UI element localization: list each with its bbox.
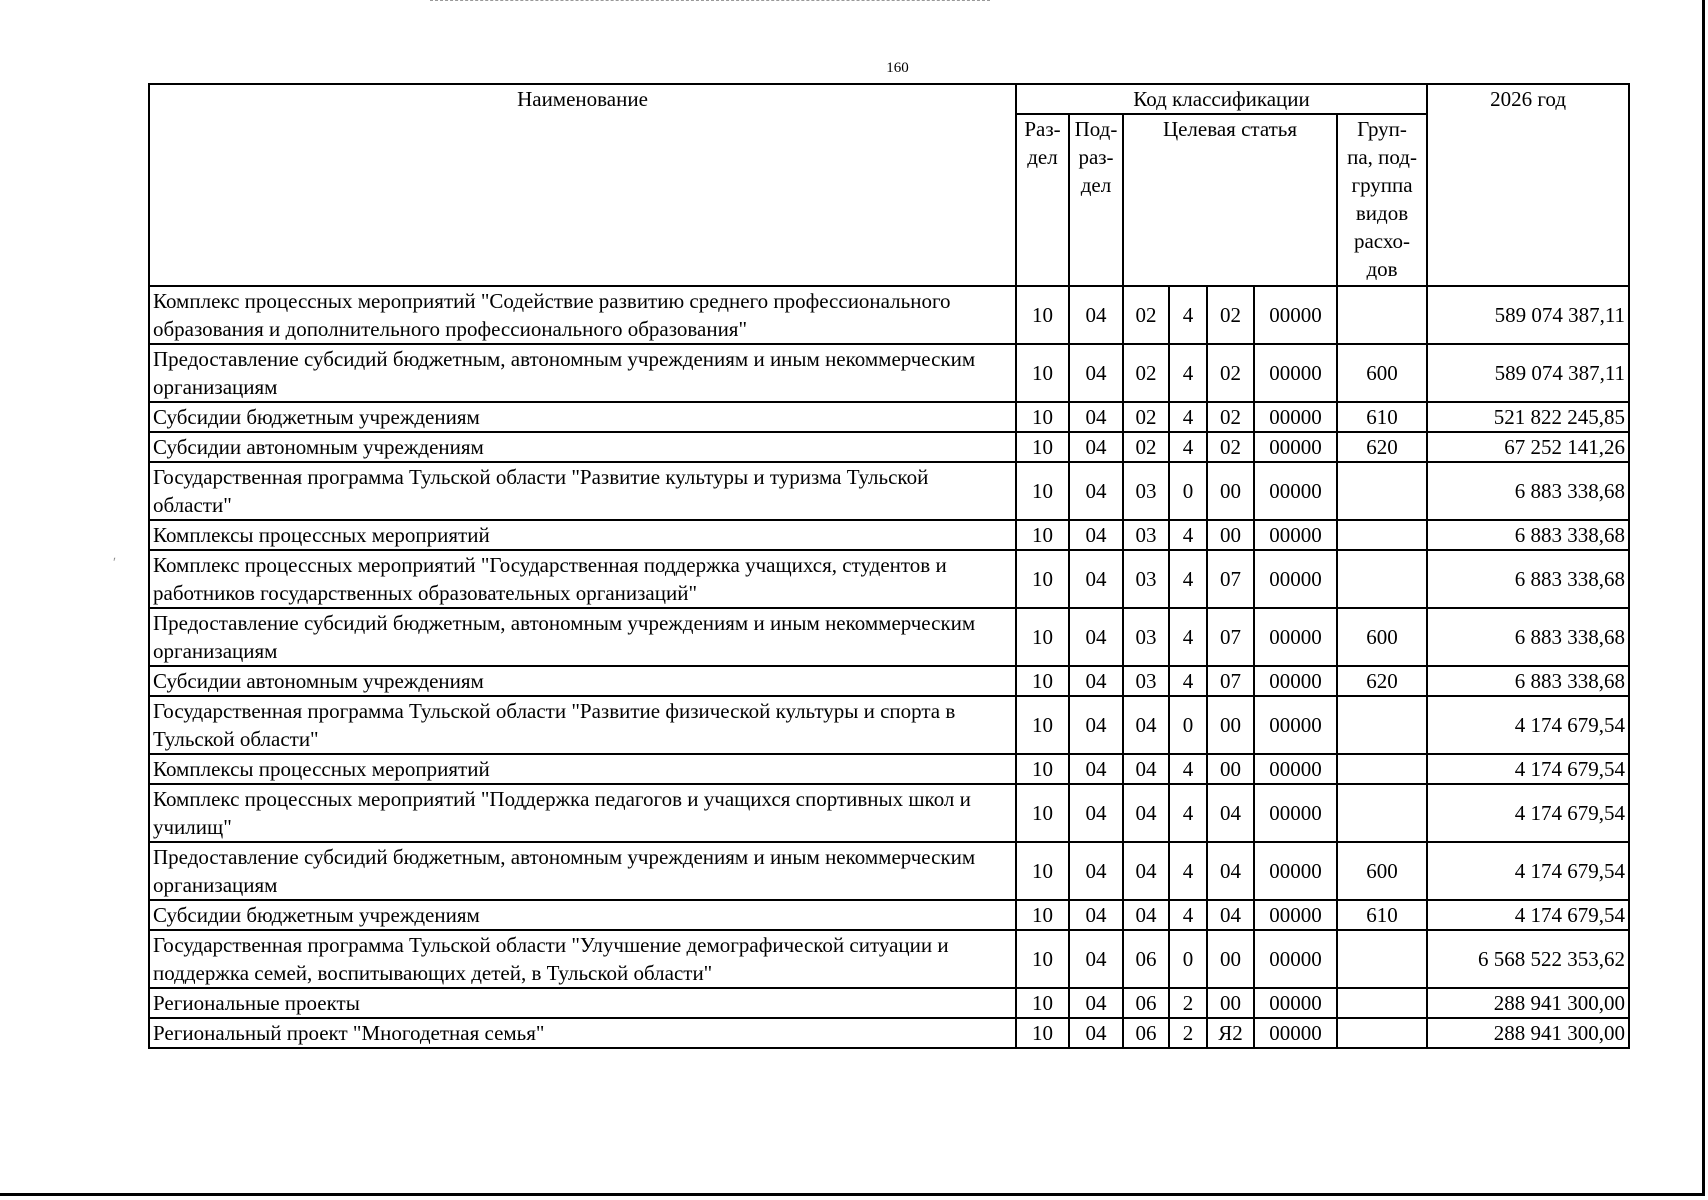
row-target-sub: 00	[1207, 462, 1254, 520]
row-target-direction: 00000	[1254, 988, 1337, 1018]
row-target-direction: 00000	[1254, 344, 1337, 402]
row-razdel: 10	[1016, 842, 1069, 900]
page-number: 160	[886, 60, 909, 76]
row-target-direction: 00000	[1254, 462, 1337, 520]
row-target-sub: 04	[1207, 784, 1254, 842]
row-podrazdel: 04	[1069, 432, 1123, 462]
row-razdel: 10	[1016, 550, 1069, 608]
row-target-sub: 00	[1207, 930, 1254, 988]
row-expense-group: 620	[1337, 666, 1427, 696]
row-expense-group	[1337, 1018, 1427, 1048]
table-row	[149, 784, 1629, 842]
table-body	[149, 286, 1629, 1048]
row-target-direction: 00000	[1254, 666, 1337, 696]
row-name: Региональные проекты	[149, 988, 1016, 1018]
row-amount: 288 941 300,00	[1427, 1018, 1629, 1048]
row-target-program: 06	[1123, 988, 1169, 1018]
table-row	[149, 432, 1629, 462]
table-row	[149, 988, 1629, 1018]
row-target-direction: 00000	[1254, 520, 1337, 550]
row-target-sub: 07	[1207, 550, 1254, 608]
row-expense-group	[1337, 988, 1427, 1018]
row-amount: 4 174 679,54	[1427, 696, 1629, 754]
row-podrazdel: 04	[1069, 666, 1123, 696]
row-podrazdel: 04	[1069, 988, 1123, 1018]
row-target-sub: 02	[1207, 432, 1254, 462]
header-target-article: Целевая статья	[1123, 114, 1337, 286]
row-target-type: 4	[1169, 286, 1207, 344]
row-target-type: 0	[1169, 696, 1207, 754]
row-name: Государственная программа Тульской области "Развитие физической культуры и спорта в Тульской области"	[149, 696, 1016, 754]
row-podrazdel: 04	[1069, 930, 1123, 988]
budget-table	[148, 83, 1630, 1049]
row-razdel: 10	[1016, 520, 1069, 550]
row-podrazdel: 04	[1069, 344, 1123, 402]
row-podrazdel: 04	[1069, 784, 1123, 842]
table-row	[149, 344, 1629, 402]
row-expense-group: 600	[1337, 842, 1427, 900]
row-target-sub: 07	[1207, 608, 1254, 666]
row-target-direction: 00000	[1254, 286, 1337, 344]
row-target-program: 04	[1123, 784, 1169, 842]
row-expense-group	[1337, 286, 1427, 344]
row-amount: 67 252 141,26	[1427, 432, 1629, 462]
row-target-type: 2	[1169, 1018, 1207, 1048]
header-group: Груп- па, под- группа видов расхо- дов	[1337, 114, 1427, 286]
row-name: Субсидии бюджетным учреждениям	[149, 402, 1016, 432]
table-row	[149, 900, 1629, 930]
row-podrazdel: 04	[1069, 550, 1123, 608]
row-target-type: 0	[1169, 462, 1207, 520]
row-amount: 4 174 679,54	[1427, 754, 1629, 784]
row-razdel: 10	[1016, 432, 1069, 462]
header-year: 2026 год	[1427, 84, 1629, 286]
row-target-type: 4	[1169, 344, 1207, 402]
row-target-type: 2	[1169, 988, 1207, 1018]
row-expense-group: 600	[1337, 344, 1427, 402]
row-expense-group	[1337, 462, 1427, 520]
row-name: Предоставление субсидий бюджетным, автономным учреждениям и иным некоммерческим организациям	[149, 842, 1016, 900]
row-target-direction: 00000	[1254, 784, 1337, 842]
row-razdel: 10	[1016, 784, 1069, 842]
row-target-type: 4	[1169, 608, 1207, 666]
row-name: Субсидии бюджетным учреждениям	[149, 900, 1016, 930]
row-name: Субсидии автономным учреждениям	[149, 666, 1016, 696]
row-podrazdel: 04	[1069, 286, 1123, 344]
row-razdel: 10	[1016, 900, 1069, 930]
row-target-direction: 00000	[1254, 402, 1337, 432]
row-target-type: 4	[1169, 520, 1207, 550]
row-podrazdel: 04	[1069, 696, 1123, 754]
row-target-program: 03	[1123, 608, 1169, 666]
row-amount: 6 883 338,68	[1427, 550, 1629, 608]
row-target-program: 03	[1123, 550, 1169, 608]
row-target-sub: 04	[1207, 842, 1254, 900]
row-target-type: 4	[1169, 666, 1207, 696]
row-target-sub: 02	[1207, 402, 1254, 432]
row-target-program: 06	[1123, 1018, 1169, 1048]
row-target-direction: 00000	[1254, 696, 1337, 754]
row-expense-group: 600	[1337, 608, 1427, 666]
row-expense-group	[1337, 696, 1427, 754]
row-expense-group	[1337, 930, 1427, 988]
row-target-sub: 00	[1207, 754, 1254, 784]
row-name: Комплексы процессных мероприятий	[149, 754, 1016, 784]
row-razdel: 10	[1016, 462, 1069, 520]
row-target-program: 04	[1123, 696, 1169, 754]
row-target-program: 04	[1123, 842, 1169, 900]
row-razdel: 10	[1016, 666, 1069, 696]
row-razdel: 10	[1016, 344, 1069, 402]
row-target-sub: 00	[1207, 696, 1254, 754]
row-target-program: 02	[1123, 432, 1169, 462]
table-row	[149, 842, 1629, 900]
row-amount: 589 074 387,11	[1427, 344, 1629, 402]
row-expense-group: 620	[1337, 432, 1427, 462]
table-row	[149, 402, 1629, 432]
row-expense-group	[1337, 520, 1427, 550]
row-expense-group: 610	[1337, 900, 1427, 930]
row-razdel: 10	[1016, 1018, 1069, 1048]
header-razdel: Раз- дел	[1016, 114, 1069, 286]
row-target-direction: 00000	[1254, 754, 1337, 784]
row-name: Предоставление субсидий бюджетным, автономным учреждениям и иным некоммерческим организациям	[149, 608, 1016, 666]
table-row	[149, 696, 1629, 754]
row-expense-group	[1337, 754, 1427, 784]
row-podrazdel: 04	[1069, 608, 1123, 666]
row-podrazdel: 04	[1069, 842, 1123, 900]
row-target-direction: 00000	[1254, 550, 1337, 608]
table-row	[149, 754, 1629, 784]
row-podrazdel: 04	[1069, 900, 1123, 930]
row-expense-group: 610	[1337, 402, 1427, 432]
table-row	[149, 286, 1629, 344]
row-amount: 288 941 300,00	[1427, 988, 1629, 1018]
row-expense-group	[1337, 550, 1427, 608]
row-target-type: 4	[1169, 842, 1207, 900]
row-target-program: 04	[1123, 900, 1169, 930]
table-row	[149, 666, 1629, 696]
header-name: Наименование	[149, 84, 1016, 286]
row-amount: 6 883 338,68	[1427, 520, 1629, 550]
row-target-type: 4	[1169, 402, 1207, 432]
row-target-sub: 00	[1207, 520, 1254, 550]
row-target-sub: 02	[1207, 344, 1254, 402]
row-name: Комплекс процессных мероприятий "Поддержка педагогов и учащихся спортивных школ и училищ"	[149, 784, 1016, 842]
row-razdel: 10	[1016, 930, 1069, 988]
row-amount: 4 174 679,54	[1427, 900, 1629, 930]
row-amount: 6 883 338,68	[1427, 666, 1629, 696]
row-target-direction: 00000	[1254, 608, 1337, 666]
row-expense-group	[1337, 784, 1427, 842]
row-razdel: 10	[1016, 696, 1069, 754]
row-amount: 589 074 387,11	[1427, 286, 1629, 344]
row-target-type: 4	[1169, 432, 1207, 462]
scan-artifact-line	[430, 0, 990, 1]
table-row	[149, 520, 1629, 550]
row-razdel: 10	[1016, 402, 1069, 432]
row-name: Государственная программа Тульской области "Развитие культуры и туризма Тульской области"	[149, 462, 1016, 520]
table-row	[149, 550, 1629, 608]
row-razdel: 10	[1016, 988, 1069, 1018]
row-target-sub: Я2	[1207, 1018, 1254, 1048]
row-target-program: 02	[1123, 344, 1169, 402]
row-target-direction: 00000	[1254, 1018, 1337, 1048]
row-amount: 6 883 338,68	[1427, 608, 1629, 666]
row-name: Комплекс процессных мероприятий "Государственная поддержка учащихся, студентов и работников государственных образовательных организаций"	[149, 550, 1016, 608]
row-target-sub: 02	[1207, 286, 1254, 344]
row-podrazdel: 04	[1069, 520, 1123, 550]
row-target-sub: 07	[1207, 666, 1254, 696]
row-target-type: 4	[1169, 784, 1207, 842]
scan-mark: ʹ	[113, 556, 117, 571]
row-target-sub: 04	[1207, 900, 1254, 930]
row-target-program: 02	[1123, 402, 1169, 432]
row-target-type: 4	[1169, 754, 1207, 784]
row-razdel: 10	[1016, 754, 1069, 784]
row-podrazdel: 04	[1069, 402, 1123, 432]
row-target-direction: 00000	[1254, 900, 1337, 930]
row-target-direction: 00000	[1254, 930, 1337, 988]
row-target-direction: 00000	[1254, 842, 1337, 900]
table-row	[149, 608, 1629, 666]
row-target-type: 4	[1169, 550, 1207, 608]
row-name: Предоставление субсидий бюджетным, автономным учреждениям и иным некоммерческим организациям	[149, 344, 1016, 402]
row-target-program: 04	[1123, 754, 1169, 784]
row-target-program: 02	[1123, 286, 1169, 344]
row-amount: 6 883 338,68	[1427, 462, 1629, 520]
row-target-direction: 00000	[1254, 432, 1337, 462]
row-name: Региональный проект "Многодетная семья"	[149, 1018, 1016, 1048]
row-target-type: 0	[1169, 930, 1207, 988]
row-amount: 4 174 679,54	[1427, 784, 1629, 842]
row-name: Субсидии автономным учреждениям	[149, 432, 1016, 462]
row-target-type: 4	[1169, 900, 1207, 930]
header-code-group: Код классификации	[1016, 84, 1427, 114]
row-podrazdel: 04	[1069, 462, 1123, 520]
row-target-program: 03	[1123, 520, 1169, 550]
row-target-program: 06	[1123, 930, 1169, 988]
table-row	[149, 462, 1629, 520]
row-razdel: 10	[1016, 286, 1069, 344]
row-podrazdel: 04	[1069, 754, 1123, 784]
row-amount: 521 822 245,85	[1427, 402, 1629, 432]
table-row	[149, 1018, 1629, 1048]
row-name: Комплексы процессных мероприятий	[149, 520, 1016, 550]
row-podrazdel: 04	[1069, 1018, 1123, 1048]
row-target-sub: 00	[1207, 988, 1254, 1018]
row-amount: 6 568 522 353,62	[1427, 930, 1629, 988]
row-amount: 4 174 679,54	[1427, 842, 1629, 900]
row-razdel: 10	[1016, 608, 1069, 666]
row-target-program: 03	[1123, 462, 1169, 520]
row-name: Государственная программа Тульской области "Улучшение демографической ситуации и поддержка семей, воспитывающих детей, в Тульской области"	[149, 930, 1016, 988]
row-name: Комплекс процессных мероприятий "Содействие развитию среднего профессионального образования и дополнительного профессионального образования"	[149, 286, 1016, 344]
row-target-program: 03	[1123, 666, 1169, 696]
table-row	[149, 930, 1629, 988]
header-podrazdel: Под- раз- дел	[1069, 114, 1123, 286]
